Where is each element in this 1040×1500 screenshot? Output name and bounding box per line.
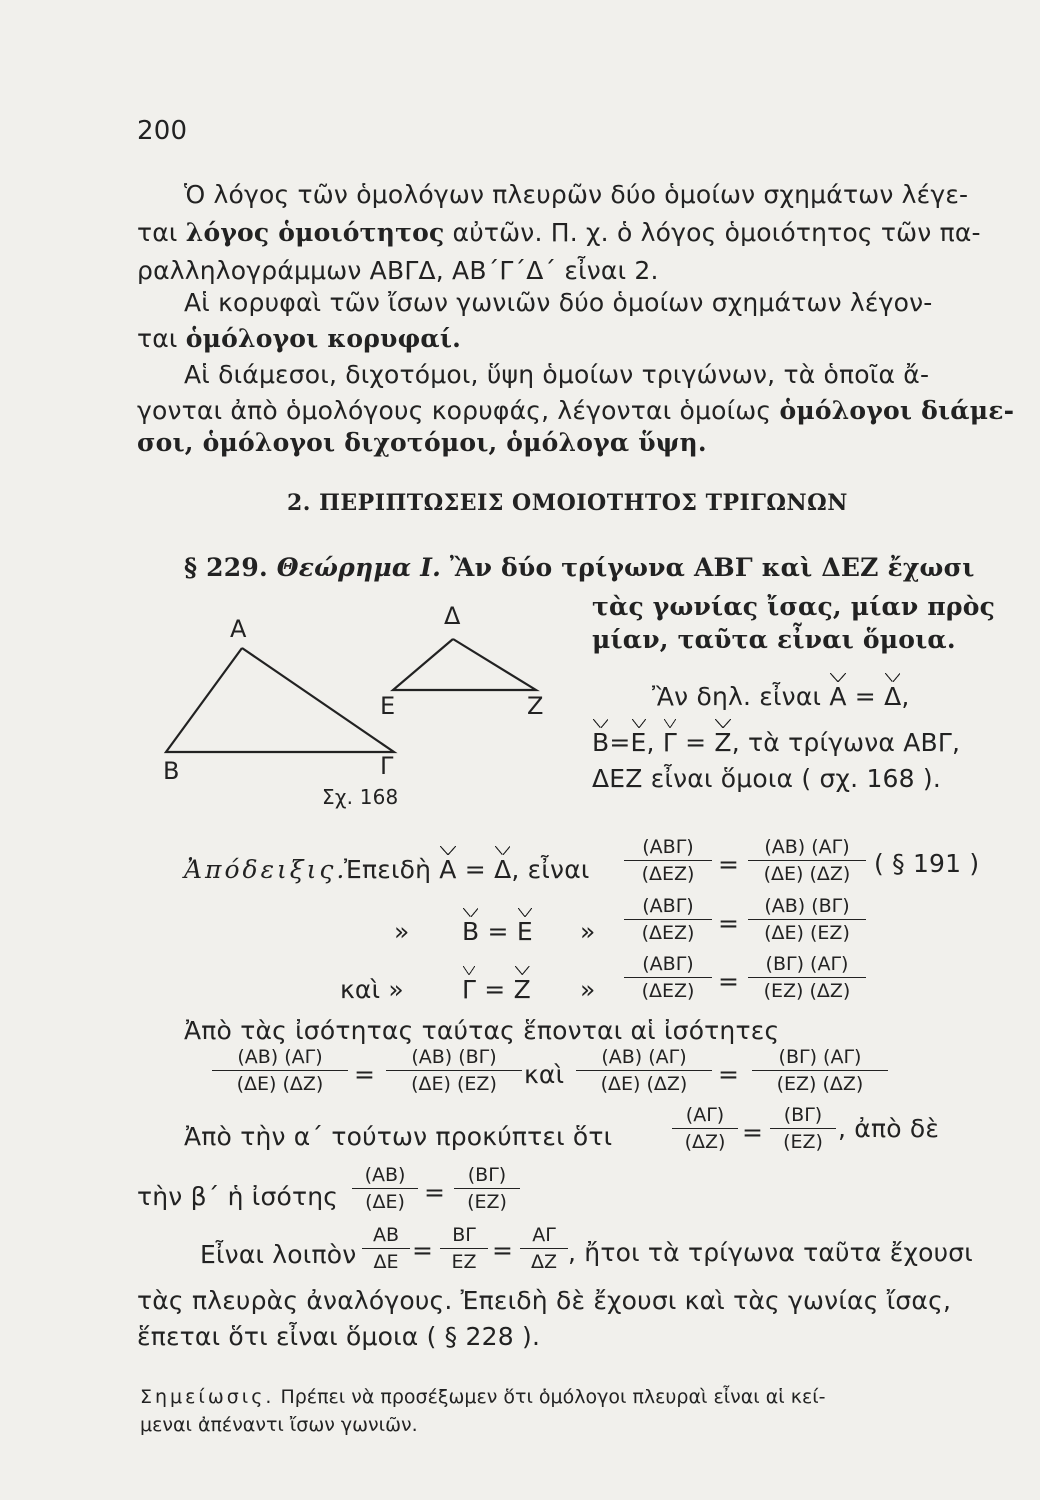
numerator: (ΑΒΓ) bbox=[624, 897, 712, 920]
denominator: ΔΕ bbox=[373, 1251, 399, 1273]
proof-row3-angles bbox=[462, 975, 531, 1004]
numerator: (ΒΓ) bbox=[770, 1106, 836, 1129]
para2-line2 bbox=[137, 324, 461, 353]
numerator: (ΑΒ) (ΑΓ) bbox=[748, 838, 866, 861]
para3-line1: Αἱ διάμεσοι, διχοτόμοι, ὕψη ὁμοίων τριγώνων, τὰ ὁποῖα ἄ- bbox=[184, 360, 930, 389]
fraction bbox=[748, 838, 866, 884]
equals: = bbox=[718, 1060, 739, 1089]
denominator: (ΕΖ) (ΔΖ) bbox=[763, 980, 851, 1002]
fraction bbox=[454, 1166, 520, 1212]
numerator: ΒΓ bbox=[440, 1226, 488, 1249]
numerator: (ΑΓ) bbox=[672, 1106, 738, 1129]
equals: = bbox=[487, 917, 509, 946]
angle-e: Ε bbox=[630, 728, 647, 757]
denominator: (ΔΕΖ) bbox=[641, 980, 695, 1002]
denominator: (ΕΖ) (ΔΖ) bbox=[776, 1073, 864, 1095]
note-line2: μεναι ἀπέναντι ἴσων γωνιῶν. bbox=[140, 1414, 418, 1436]
text: γονται ἀπὸ ὁμολόγους κορυφάς, λέγονται ὁμοίως bbox=[137, 396, 780, 425]
equals: = bbox=[685, 728, 707, 757]
angle-z: Ζ bbox=[714, 728, 732, 757]
fraction bbox=[212, 1048, 348, 1094]
numerator: (ΒΓ) (ΑΓ) bbox=[752, 1048, 888, 1071]
denominator: (ΔΕΖ) bbox=[641, 922, 695, 944]
vertex-label-b: Β bbox=[163, 757, 180, 785]
denominator: (ΔΕ) bbox=[365, 1191, 405, 1213]
equals: = bbox=[854, 682, 876, 711]
numerator: (ΒΓ) (ΑΓ) bbox=[748, 955, 866, 978]
vertex-label-e: Ε bbox=[380, 692, 396, 720]
second-consequence: τὴν β΄ ἡ ἰσότης bbox=[137, 1182, 339, 1211]
equals: = bbox=[742, 1118, 763, 1147]
numerator: (ΒΓ) bbox=[454, 1166, 520, 1189]
term-similarity-ratio: λόγος ὁμοιότητος bbox=[185, 218, 445, 247]
angle-z: Ζ bbox=[513, 975, 531, 1004]
fraction bbox=[624, 955, 712, 1001]
note-label: Σημείωσις. bbox=[140, 1386, 275, 1408]
para2-line1: Αἱ κορυφαὶ τῶν ἴσων γωνιῶν δύο ὁμοίων σχημάτων λέγον- bbox=[184, 288, 933, 317]
first-consequence: Ἀπὸ τὴν α΄ τούτων προκύπτει ὅτι bbox=[184, 1122, 613, 1151]
first-consequence-tail: , ἀπὸ δὲ bbox=[838, 1114, 940, 1143]
proof-follow-line: Ἀπὸ τὰς ἰσότητας ταύτας ἕπονται αἱ ἰσότητες bbox=[184, 1016, 780, 1045]
fraction bbox=[624, 838, 712, 884]
figure-caption: Σχ. 168 bbox=[322, 785, 399, 809]
proof-row1-text bbox=[344, 855, 590, 884]
text: ται bbox=[137, 324, 186, 353]
fraction bbox=[576, 1048, 712, 1094]
denominator: ΕΖ bbox=[451, 1251, 477, 1273]
angle-e: Ε bbox=[516, 917, 533, 946]
section-title: 2. ΠΕΡΙΠΤΩΣΕΙΣ ΟΜΟΙΟΤΗΤΟΣ ΤΡΙΓΩΝΩΝ bbox=[287, 490, 848, 516]
angle-g: Γ bbox=[462, 975, 477, 1004]
triangle-dez bbox=[393, 639, 536, 690]
para3-line2 bbox=[137, 396, 1014, 425]
comma: , bbox=[901, 682, 910, 711]
angle-d: Δ bbox=[884, 682, 902, 711]
vertex-label-d: Δ bbox=[444, 602, 461, 630]
equals: = bbox=[484, 975, 506, 1004]
numerator: (ΑΒ) (ΑΓ) bbox=[576, 1048, 712, 1071]
equals: = bbox=[412, 1236, 433, 1265]
denominator: (ΔΕ) (ΕΖ) bbox=[764, 922, 850, 944]
theorem-label: Θεώρημα Ι. bbox=[276, 553, 442, 582]
fraction bbox=[748, 897, 866, 943]
angle-b: Β bbox=[462, 917, 480, 946]
term-homologous-vertices: ὁμόλογοι κορυφαί. bbox=[185, 324, 462, 353]
text: Ἐπειδὴ bbox=[344, 855, 440, 884]
denominator: (ΔΕ) (ΔΖ) bbox=[600, 1073, 688, 1095]
equals: = bbox=[718, 967, 739, 996]
equals: = bbox=[492, 1236, 513, 1265]
proof-row2-angles bbox=[462, 917, 533, 946]
theorem-line1 bbox=[184, 553, 975, 582]
angle-a: Α bbox=[439, 855, 457, 884]
fraction bbox=[748, 955, 866, 1001]
ditto-mark: » bbox=[394, 917, 410, 946]
note-text: Πρέπει νὰ προσέξωμεν ὅτι ὁμόλογοι πλευραὶ εἶναι αἱ κεί- bbox=[274, 1386, 826, 1408]
text: Ἂν δηλ. εἶναι bbox=[652, 682, 830, 711]
triangle-figure bbox=[150, 600, 550, 800]
denominator: (ΔΕ) (ΔΖ) bbox=[236, 1073, 324, 1095]
triangle-abg bbox=[166, 648, 394, 752]
numerator: (ΑΒ) (ΒΓ) bbox=[386, 1048, 522, 1071]
conclusion-line1: Εἶναι λοιπὸν bbox=[200, 1240, 357, 1269]
text: , τὰ τρίγωνα ΑΒΓ, bbox=[731, 728, 961, 757]
denominator: (ΔΕ) (ΕΖ) bbox=[411, 1073, 497, 1095]
denominator: (ΔΕΖ) bbox=[641, 863, 695, 885]
denominator: (ΔΖ) bbox=[684, 1131, 726, 1153]
conclusion-line2: τὰς πλευρὰς ἀναλόγους. Ἐπειδὴ δὲ ἔχουσι καὶ τὰς γωνίας ἴσας, bbox=[137, 1286, 952, 1315]
vertex-label-g: Γ bbox=[380, 752, 394, 780]
proof-label: Ἀπόδειξις. bbox=[184, 855, 348, 884]
ref-191: ( § 191 ) bbox=[874, 849, 980, 878]
numerator: (ΑΒΓ) bbox=[624, 838, 712, 861]
fraction bbox=[352, 1166, 418, 1212]
hypothesis-line2: Β=Ε, Γ = Ζ, τὰ τρίγωνα ΑΒΓ, bbox=[592, 728, 961, 757]
numerator: (ΑΒ) (ΒΓ) bbox=[748, 897, 866, 920]
vertex-label-z: Ζ bbox=[527, 692, 544, 720]
fraction bbox=[520, 1226, 568, 1272]
text: αὐτῶν. Π. χ. ὁ λόγος ὁμοιότητος τῶν πα- bbox=[444, 218, 981, 247]
denominator: (ΕΖ) bbox=[467, 1191, 507, 1213]
theorem-text: Ἂν δύο τρίγωνα ΑΒΓ καὶ ΔΕΖ ἔχωσι bbox=[441, 553, 975, 582]
denominator: ΔΖ bbox=[530, 1251, 557, 1273]
proof-row3-kai: καὶ » bbox=[340, 975, 404, 1004]
numerator: ΑΓ bbox=[520, 1226, 568, 1249]
para1-line1: Ὁ λόγος τῶν ὁμολόγων πλευρῶν δύο ὁμοίων σχημάτων λέγε- bbox=[184, 180, 969, 209]
angle-a: Α bbox=[829, 682, 847, 711]
text: ται bbox=[137, 218, 186, 247]
fraction bbox=[752, 1048, 888, 1094]
page-number: 200 bbox=[137, 116, 188, 146]
theorem-line3: μίαν, ταῦτα εἶναι ὅμοια. bbox=[592, 625, 956, 654]
equals: = bbox=[609, 728, 631, 757]
numerator: (ΑΒΓ) bbox=[624, 955, 712, 978]
fraction bbox=[386, 1048, 522, 1094]
theorem-line2: τὰς γωνίας ἴσας, μίαν πρὸς bbox=[592, 592, 996, 621]
ditto-mark: » bbox=[580, 975, 596, 1004]
equals: = bbox=[718, 850, 739, 879]
note-line1 bbox=[140, 1386, 826, 1408]
section-ref: § 229. bbox=[184, 553, 277, 582]
conclusion-line1-tail: , ἤτοι τὰ τρίγωνα ταῦτα ἔχουσι bbox=[568, 1238, 973, 1267]
para1-line2 bbox=[137, 218, 981, 247]
conclusion-line3: ἕπεται ὅτι εἶναι ὅμοια ( § 228 ). bbox=[137, 1322, 541, 1351]
term-homologous-medians: ὁμόλογοι διάμε- bbox=[779, 396, 1015, 425]
fraction bbox=[624, 897, 712, 943]
angle-d: Δ bbox=[494, 855, 512, 884]
hypothesis-line1 bbox=[652, 682, 910, 711]
fraction bbox=[672, 1106, 738, 1152]
hypothesis-line3: ΔΕΖ εἶναι ὅμοια ( σχ. 168 ). bbox=[592, 764, 942, 793]
angle-g: Γ bbox=[662, 728, 677, 757]
denominator: (ΔΕ) (ΔΖ) bbox=[763, 863, 851, 885]
equals: = bbox=[424, 1178, 445, 1207]
vertex-label-a: Α bbox=[230, 615, 247, 643]
fraction bbox=[770, 1106, 836, 1152]
kai-word: καὶ bbox=[524, 1060, 565, 1089]
equals: = bbox=[718, 909, 739, 938]
angle-b: Β bbox=[592, 728, 610, 757]
numerator: (ΑΒ) bbox=[352, 1166, 418, 1189]
fraction bbox=[362, 1226, 410, 1272]
para3-line3: σοι, ὁμόλογοι διχοτόμοι, ὁμόλογα ὕψη. bbox=[137, 428, 707, 457]
fraction bbox=[440, 1226, 488, 1272]
para1-line3: ραλληλογράμμων ΑΒΓΔ, ΑΒ΄Γ΄Δ΄ εἶναι 2. bbox=[137, 256, 659, 285]
ditto-mark: » bbox=[580, 917, 596, 946]
text: , εἶναι bbox=[511, 855, 590, 884]
numerator: ΑΒ bbox=[362, 1226, 410, 1249]
denominator: (ΕΖ) bbox=[783, 1131, 823, 1153]
equals: = bbox=[354, 1060, 375, 1089]
numerator: (ΑΒ) (ΑΓ) bbox=[212, 1048, 348, 1071]
equals: = bbox=[464, 855, 486, 884]
